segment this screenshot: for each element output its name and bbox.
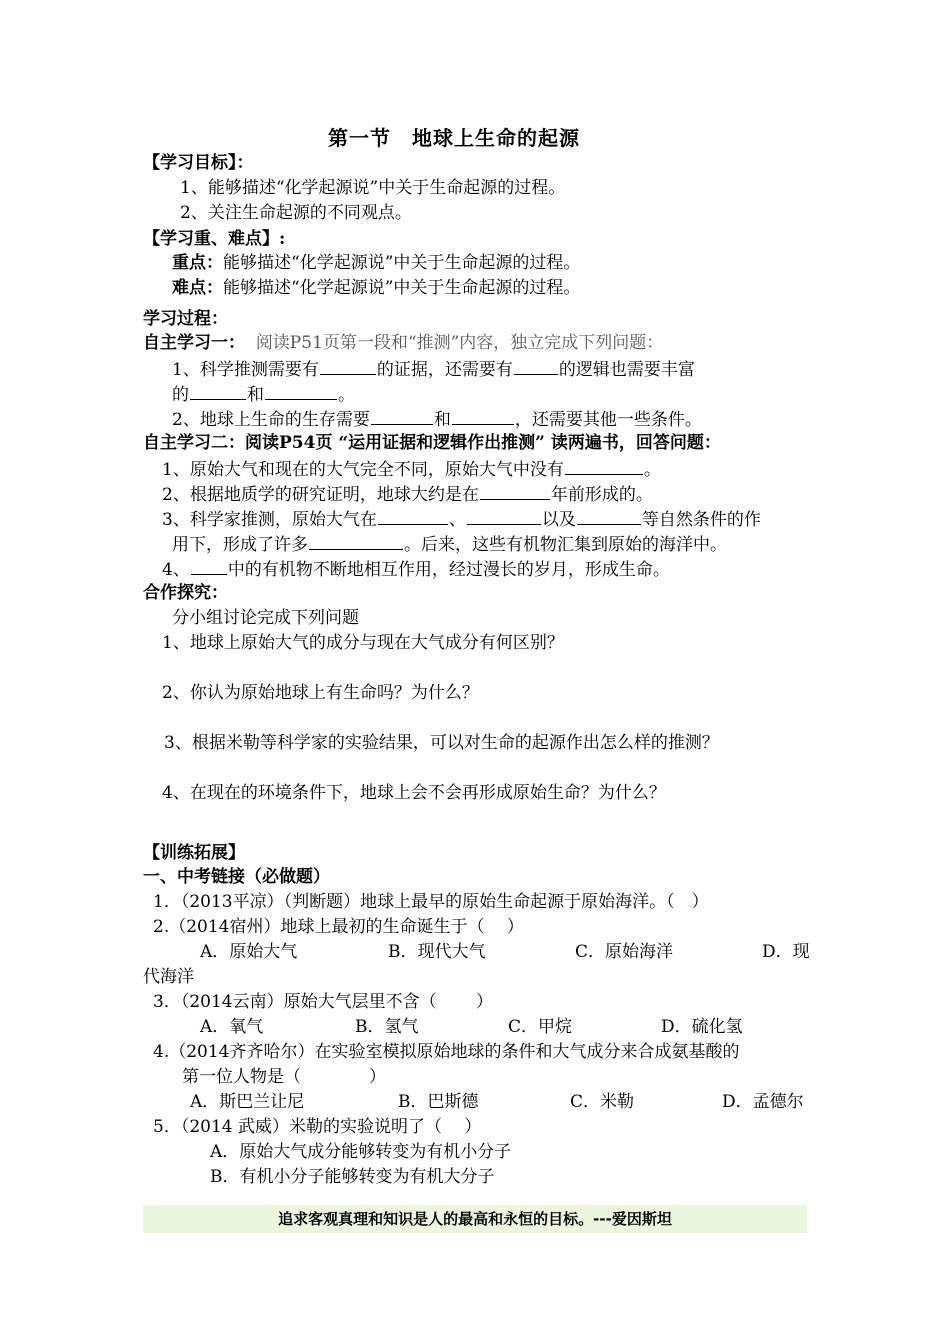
self-study-1 bbox=[143, 332, 663, 354]
option[interactable]: B．现代大气 bbox=[388, 942, 486, 962]
difficult-point bbox=[172, 277, 580, 299]
cooperation-question: 4、在现在的环境条件下，地球上会不会再形成原始生命？为什么？ bbox=[162, 783, 666, 803]
option[interactable]: C．米勒 bbox=[570, 1092, 635, 1112]
key-text: 能够描述“化学起源说”中关于生命起源的过程。 bbox=[223, 253, 581, 273]
option[interactable]: D．孟德尔 bbox=[722, 1092, 804, 1112]
training-heading: 【训练拓展】 bbox=[143, 843, 245, 863]
key-point bbox=[172, 252, 580, 274]
answer-blank[interactable] bbox=[371, 407, 433, 425]
answer-blank[interactable] bbox=[467, 507, 541, 525]
keypoints-heading: 【学习重、难点】: bbox=[143, 229, 286, 249]
option[interactable]: A．原始大气成分能够转变为有机小分子 bbox=[210, 1142, 512, 1162]
cooperation-question: 2、你认为原始地球上有生命吗？为什么？ bbox=[162, 683, 479, 703]
answer-blank[interactable] bbox=[452, 407, 514, 425]
option[interactable]: B．有机小分子能够转变为有机大分子 bbox=[210, 1167, 495, 1187]
footer-quote: 追求客观真理和知识是人的最高和永恒的目标。---爱因斯坦 bbox=[143, 1205, 807, 1233]
page-title: 第一节 地球上生命的起源 bbox=[328, 126, 580, 150]
option[interactable]: B．氢气 bbox=[355, 1017, 419, 1037]
difficult-text: 能够描述“化学起源说”中关于生命起源的过程。 bbox=[223, 278, 581, 298]
cooperation-question: 3、根据米勒等科学家的实验结果，可以对生命的起源作出怎么样的推测？ bbox=[164, 733, 719, 753]
option[interactable]: D．现 bbox=[762, 942, 810, 962]
exam-question: 2.（2014宿州）地球上最初的生命诞生于（ ） bbox=[153, 917, 524, 937]
answer-blank[interactable] bbox=[320, 357, 376, 375]
option-wrap: 代海洋 bbox=[143, 967, 194, 987]
answer-blank[interactable] bbox=[309, 532, 403, 550]
option[interactable]: A．氧气 bbox=[200, 1017, 264, 1037]
option[interactable]: D．硫化氢 bbox=[661, 1017, 743, 1037]
answer-blank[interactable] bbox=[565, 457, 643, 475]
option[interactable]: A．原始大气 bbox=[200, 942, 298, 962]
answer-blank[interactable] bbox=[514, 357, 558, 375]
exam-question: 5．（2014 武威）米勒的实验说明了（ ） bbox=[153, 1117, 482, 1137]
self-study-2-heading: 自主学习二：阅读P54页 “运用证据和逻辑作出推测” 读两遍书，回答问题： bbox=[143, 433, 721, 453]
question-line: 4、 中的有机物不断地相互作用，经过漫长的岁月，形成生命。 bbox=[162, 557, 670, 581]
objective-item: 2、关注生命起源的不同观点。 bbox=[180, 203, 412, 223]
self-study-1-label: 自主学习一： bbox=[143, 333, 245, 353]
option[interactable]: C．原始海洋 bbox=[575, 942, 674, 962]
process-heading: 学习过程： bbox=[143, 309, 228, 329]
answer-blank[interactable] bbox=[265, 382, 337, 400]
cooperation-question: 1、地球上原始大气的成分与现在大气成分有何区别？ bbox=[162, 633, 564, 653]
training-subheading: 一、中考链接（必做题） bbox=[143, 867, 330, 887]
question-line: 3、科学家推测，原始大气在 、 以及 等自然条件的作 bbox=[162, 507, 761, 531]
self-study-1-text: 阅读P51页第一段和“推测”内容，独立完成下列问题： bbox=[255, 333, 664, 353]
option[interactable]: A．斯巴兰让尼 bbox=[190, 1092, 305, 1112]
exam-question-wrap: 第一位人物是（ ） bbox=[182, 1067, 386, 1087]
exam-question: 4.（2014齐齐哈尔）在实验室模拟原始地球的条件和大气成分来合成氨基酸的 bbox=[153, 1042, 740, 1062]
question-line: 的 和 。 bbox=[172, 382, 355, 406]
cooperation-intro: 分小组讨论完成下列问题 bbox=[172, 608, 359, 628]
answer-blank[interactable] bbox=[190, 382, 246, 400]
answer-blank[interactable] bbox=[577, 507, 641, 525]
option[interactable]: B．巴斯德 bbox=[398, 1092, 479, 1112]
cooperation-heading: 合作探究： bbox=[143, 583, 228, 603]
objectives-heading: 【学习目标】： bbox=[143, 153, 254, 173]
exam-question: 3．（2014云南）原始大气层里不含（ ） bbox=[153, 992, 493, 1012]
question-line: 1、原始大气和现在的大气完全不同，原始大气中没有 。 bbox=[162, 457, 661, 481]
option[interactable]: C．甲烷 bbox=[508, 1017, 573, 1037]
objective-item: 1、能够描述“化学起源说”中关于生命起源的过程。 bbox=[180, 178, 566, 198]
answer-blank[interactable] bbox=[480, 482, 550, 500]
key-label: 重点： bbox=[172, 253, 223, 273]
question-line: 2、地球上生命的生存需要 和 ，还需要其他一些条件。 bbox=[172, 407, 702, 431]
question-line: 1、科学推测需要有 的证据，还需要有 的逻辑也需要丰富 bbox=[172, 357, 695, 381]
exam-question: 1．（2013平凉）（判断题）地球上最早的原始生命起源于原始海洋。（ ） bbox=[153, 892, 709, 912]
answer-blank[interactable] bbox=[191, 557, 227, 575]
difficult-label: 难点： bbox=[172, 278, 223, 298]
question-line: 用下，形成了许多 。后来，这些有机物汇集到原始的海洋中。 bbox=[172, 532, 727, 556]
answer-blank[interactable] bbox=[378, 507, 448, 525]
question-line: 2、根据地质学的研究证明，地球大约是在 年前形成的。 bbox=[162, 482, 653, 506]
